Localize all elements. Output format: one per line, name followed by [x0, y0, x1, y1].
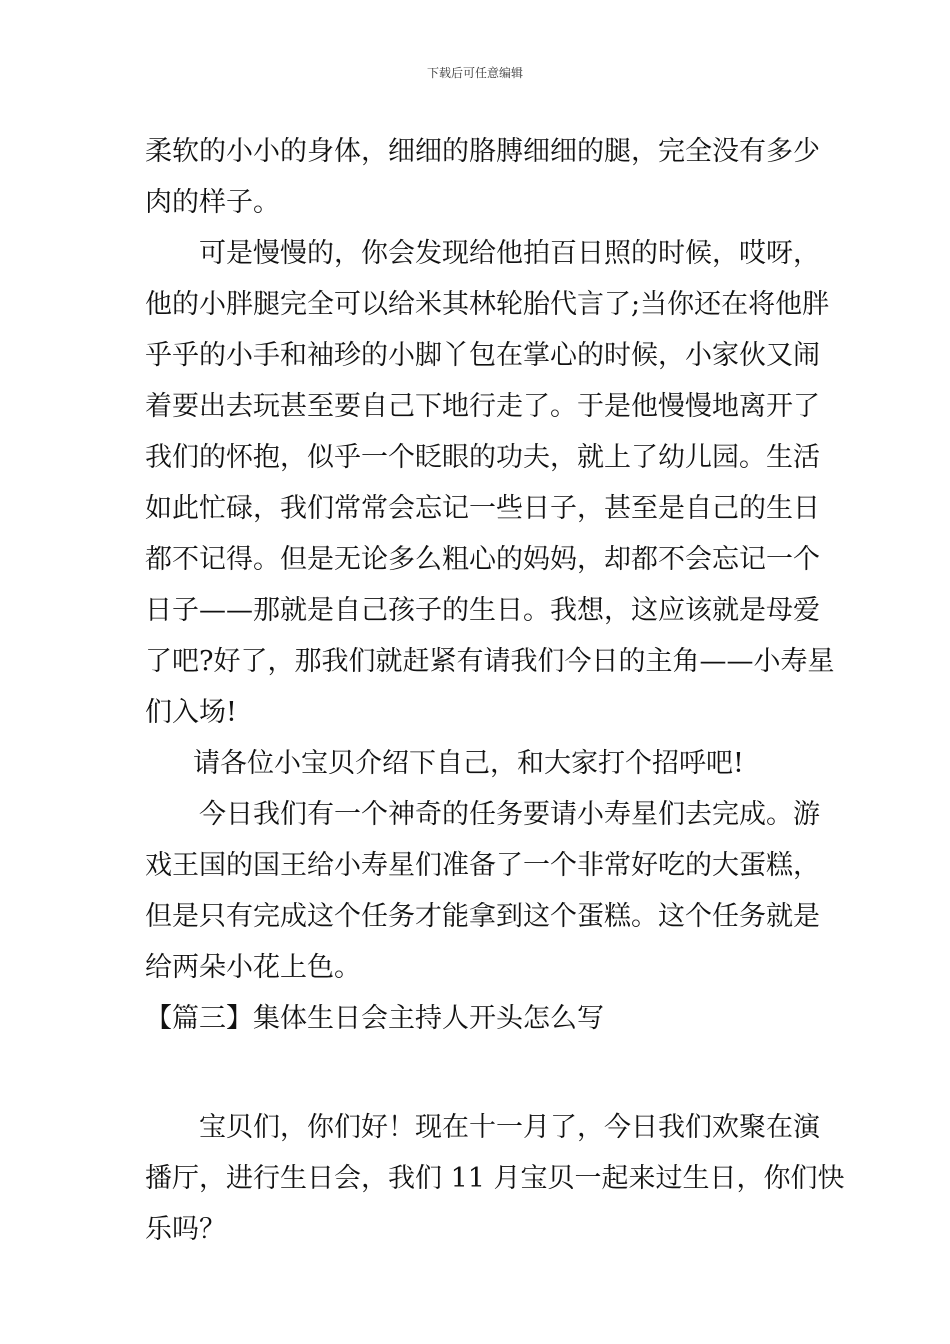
text-line: 今日我们有一个神奇的任务要请小寿星们去完成。游	[199, 799, 820, 830]
text-line: 着要出去玩甚至要自己下地行走了。于是他慢慢地离开了	[145, 391, 820, 422]
text-line: 戏王国的国王给小寿星们准备了一个非常好吃的大蛋糕，	[145, 850, 820, 881]
text-line: 宝贝们，你们好！现在十一月了，今日我们欢聚在演	[199, 1112, 820, 1143]
text-line: 如此忙碌，我们常常会忘记一些日子，甚至是自己的生日	[145, 493, 820, 524]
text-line: 乎乎的小手和袖珍的小脚丫包在掌心的时候，小家伙又闹	[145, 340, 820, 371]
text-line: 但是只有完成这个任务才能拿到这个蛋糕。这个任务就是	[145, 901, 820, 932]
paragraph	[145, 738, 810, 789]
text-line: 可是慢慢的，你会发现给他拍百日照的时候，哎呀，	[199, 238, 820, 269]
page-header: 下载后可任意编辑	[426, 66, 523, 80]
text-line: 肉的样子。	[145, 187, 280, 218]
paragraph	[145, 126, 820, 228]
text-line: 他的小胖腿完全可以给米其林轮胎代言了;当你还在将他胖	[145, 289, 830, 320]
blank-line	[145, 1044, 810, 1095]
text-line: 们入场!	[145, 697, 237, 728]
text-line: 播厅，进行生日会，我们 11 月宝贝一起来过生日，你们快	[145, 1163, 845, 1194]
text-line: 日子——那就是自己孩子的生日。我想，这应该就是母爱	[145, 595, 820, 626]
text-line: 都不记得。但是无论多么粗心的妈妈，却都不会忘记一个	[145, 544, 820, 575]
text-line: 了吧?好了，那我们就赶紧有请我们今日的主角——小寿星	[145, 646, 835, 677]
text-line: 请各位小宝贝介绍下自己，和大家打个招呼吧!	[193, 748, 744, 779]
paragraph	[145, 228, 835, 738]
text-line: 柔软的小小的身体，细细的胳膊细细的腿，完全没有多少	[145, 136, 820, 167]
text-line: 乐吗？	[145, 1214, 226, 1245]
text-line: 给两朵小花上色。	[145, 952, 361, 983]
paragraph	[145, 789, 820, 993]
text-line: 我们的怀抱，似乎一个眨眼的功夫，就上了幼儿园。生活	[145, 442, 820, 473]
document-body	[145, 126, 845, 1255]
section-heading: 【篇三】集体生日会主持人开头怎么写	[145, 1003, 604, 1034]
paragraph	[145, 1102, 845, 1255]
